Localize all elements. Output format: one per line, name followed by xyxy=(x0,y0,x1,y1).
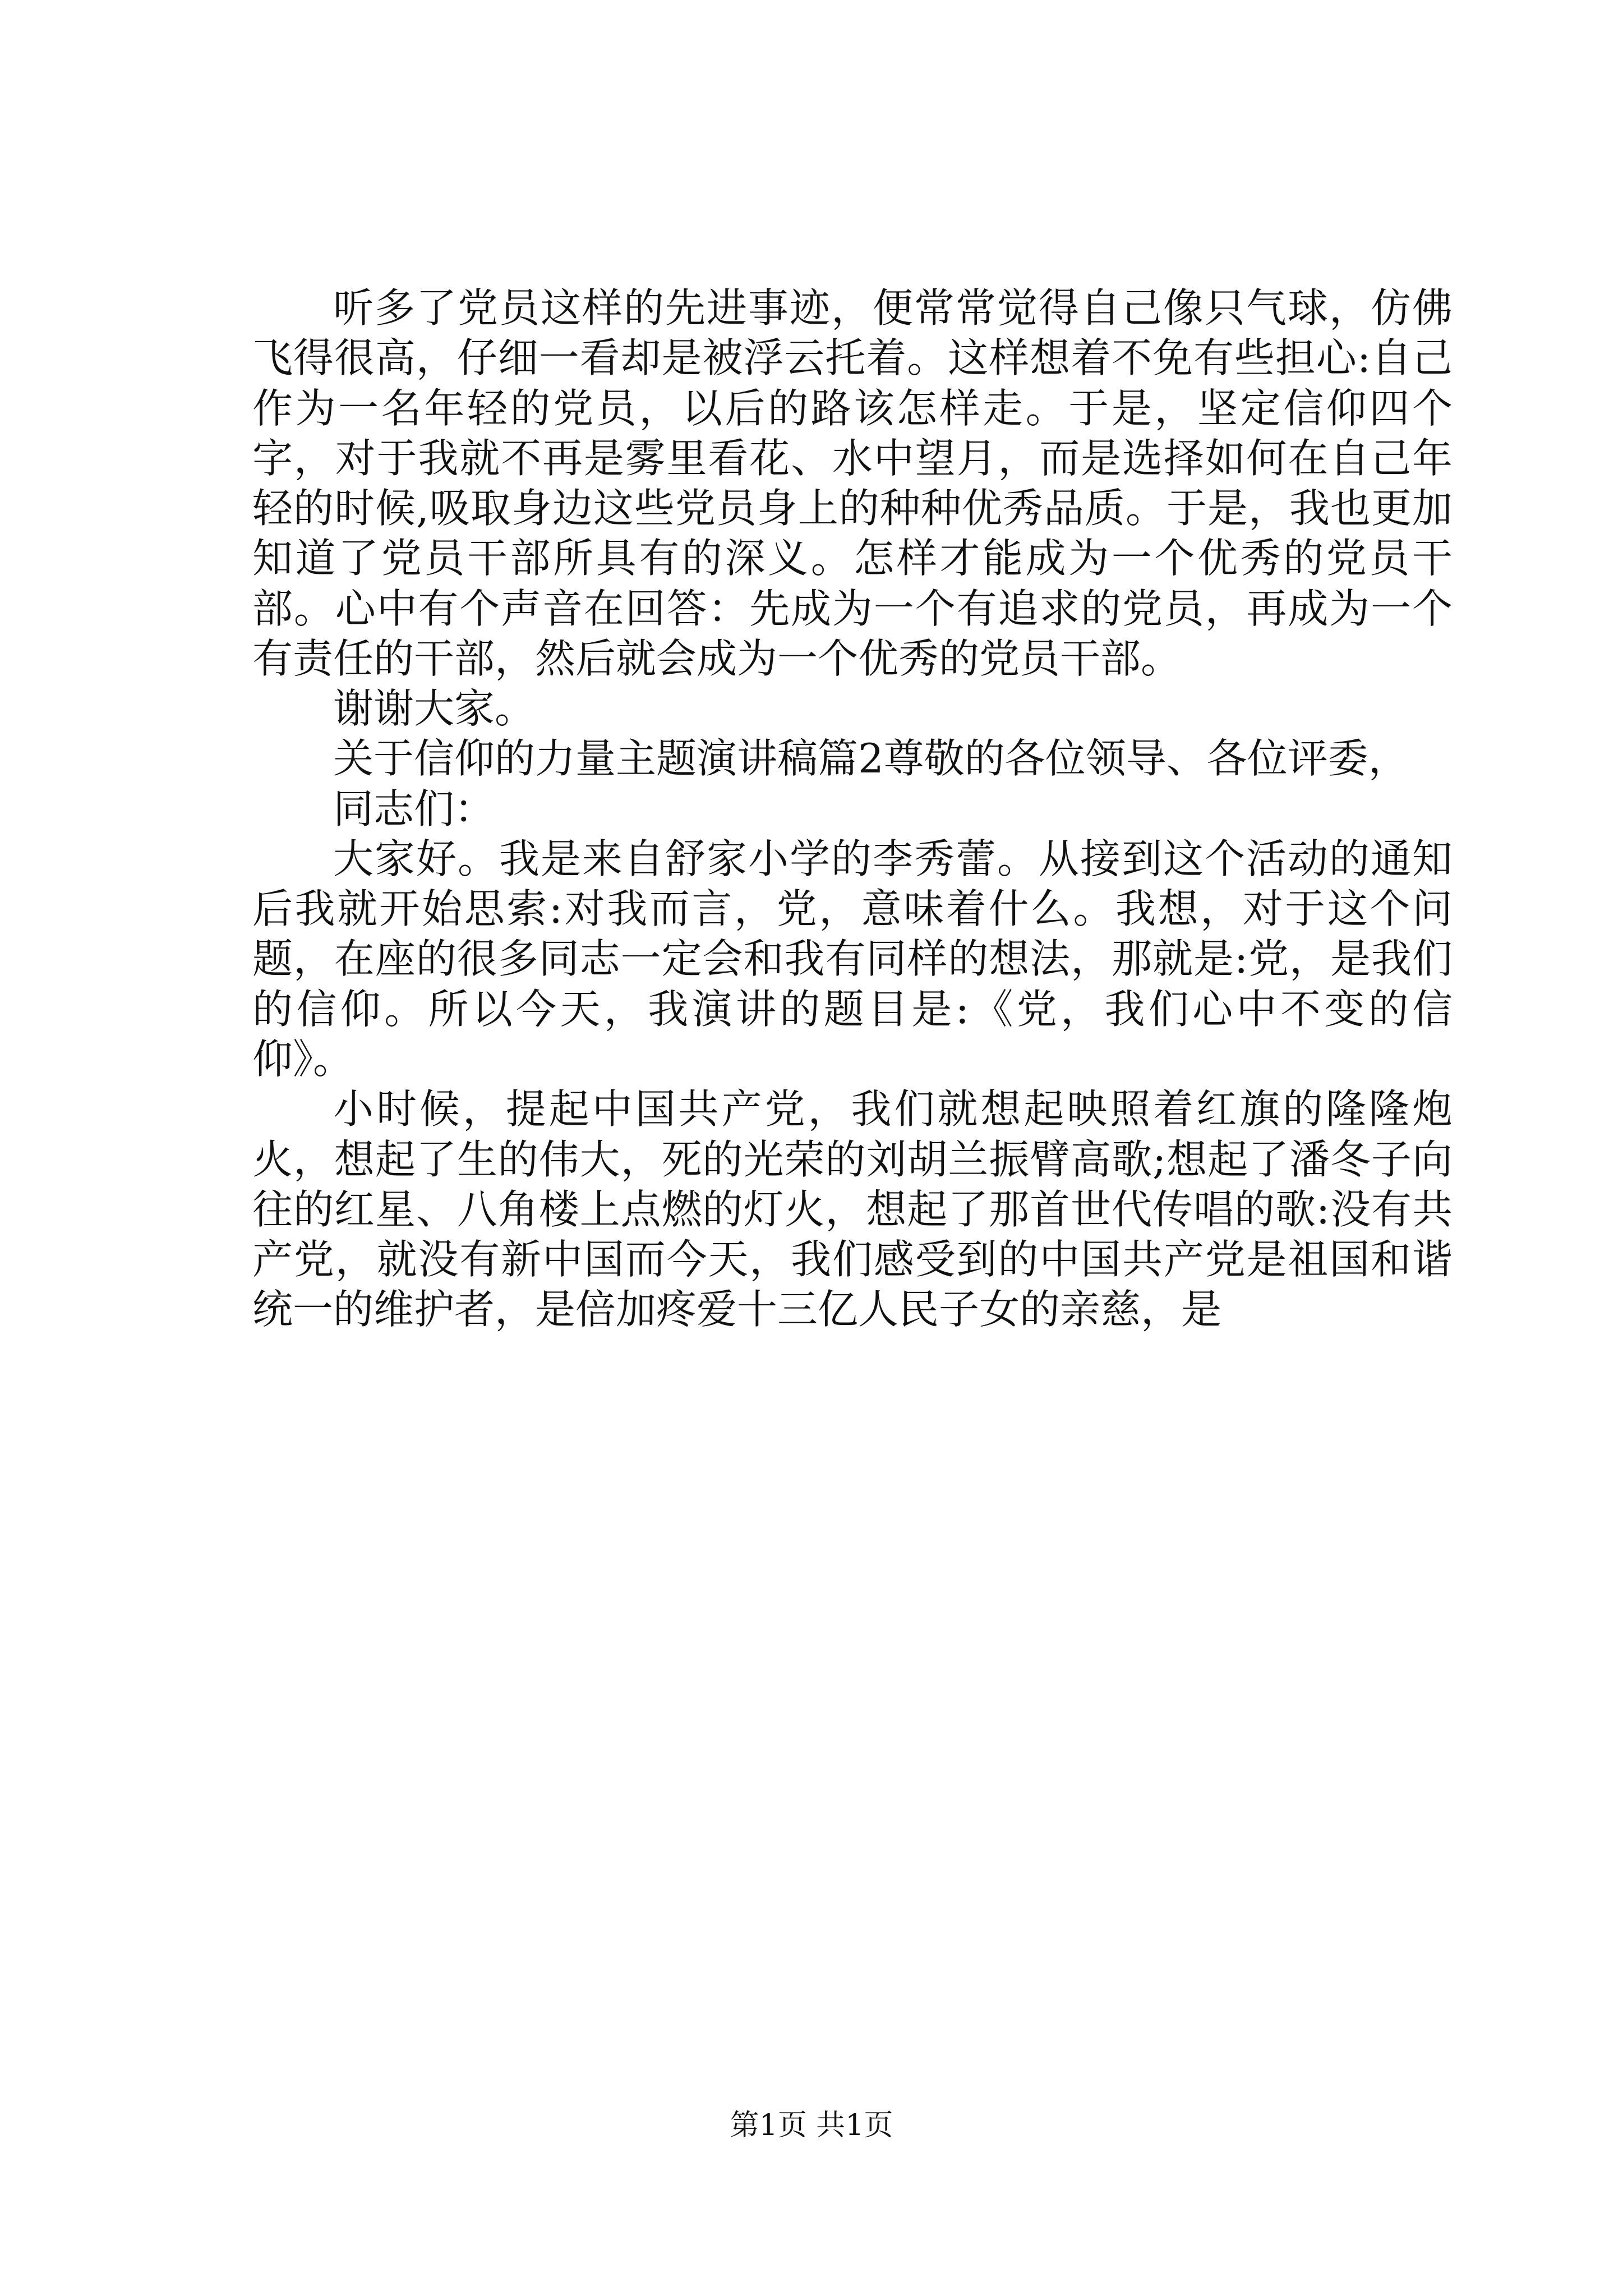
paragraph-1: 听多了党员这样的先进事迹，便常常觉得自己像只气球，仿佛飞得很高，仔细一看却是被浮云托着。这样想着不免有些担心:自己作为一名年轻的党员，以后的路该怎样走。于是，坚定信仰四个字，对于我就不再是雾里看花、水中望月，而是选择如何在自己年轻的时候,吸取身边这些党员身上的种种优秀品质。于是，我也更加知道了党员干部所具有的深义。怎样才能成为一个优秀的党员干部。心中有个声音在回答：先成为一个有追求的党员，再成为一个有责任的干部，然后就会成为一个优秀的党员干部。 xyxy=(252,284,1453,682)
paragraph-3: 关于信仰的力量主题演讲稿篇2尊敬的各位领导、各位评委， xyxy=(333,735,1409,783)
paragraph-6: 小时候，提起中国共产党，我们就想起映照着红旗的隆隆炮火，想起了生的伟大，死的光荣的刘胡兰振臂高歌;想起了潘冬子向往的红星、八角楼上点燃的灯火，想起了那首世代传唱的歌:没有共产党，就没有新中国而今天，我们感受到的中国共产党是祖国和谐统一的维护者，是倍加疼爱十三亿人民子女的亲慈，是 xyxy=(252,1085,1453,1333)
paragraph-5: 大家好。我是来自舒家小学的李秀蕾。从接到这个活动的通知后我就开始思索:对我而言，党，意味着什么。我想，对于这个问题，在座的很多同志一定会和我有同样的想法，那就是:党，是我们的信仰。所以今天，我演讲的题目是:《党，我们心中不变的信仰》。 xyxy=(252,835,1453,1083)
paragraph-4: 同志们： xyxy=(333,785,495,832)
paragraph-2: 谢谢大家。 xyxy=(333,685,536,733)
page-footer: 第1页 共1页 xyxy=(730,2109,893,2142)
document-body xyxy=(252,283,1453,1335)
